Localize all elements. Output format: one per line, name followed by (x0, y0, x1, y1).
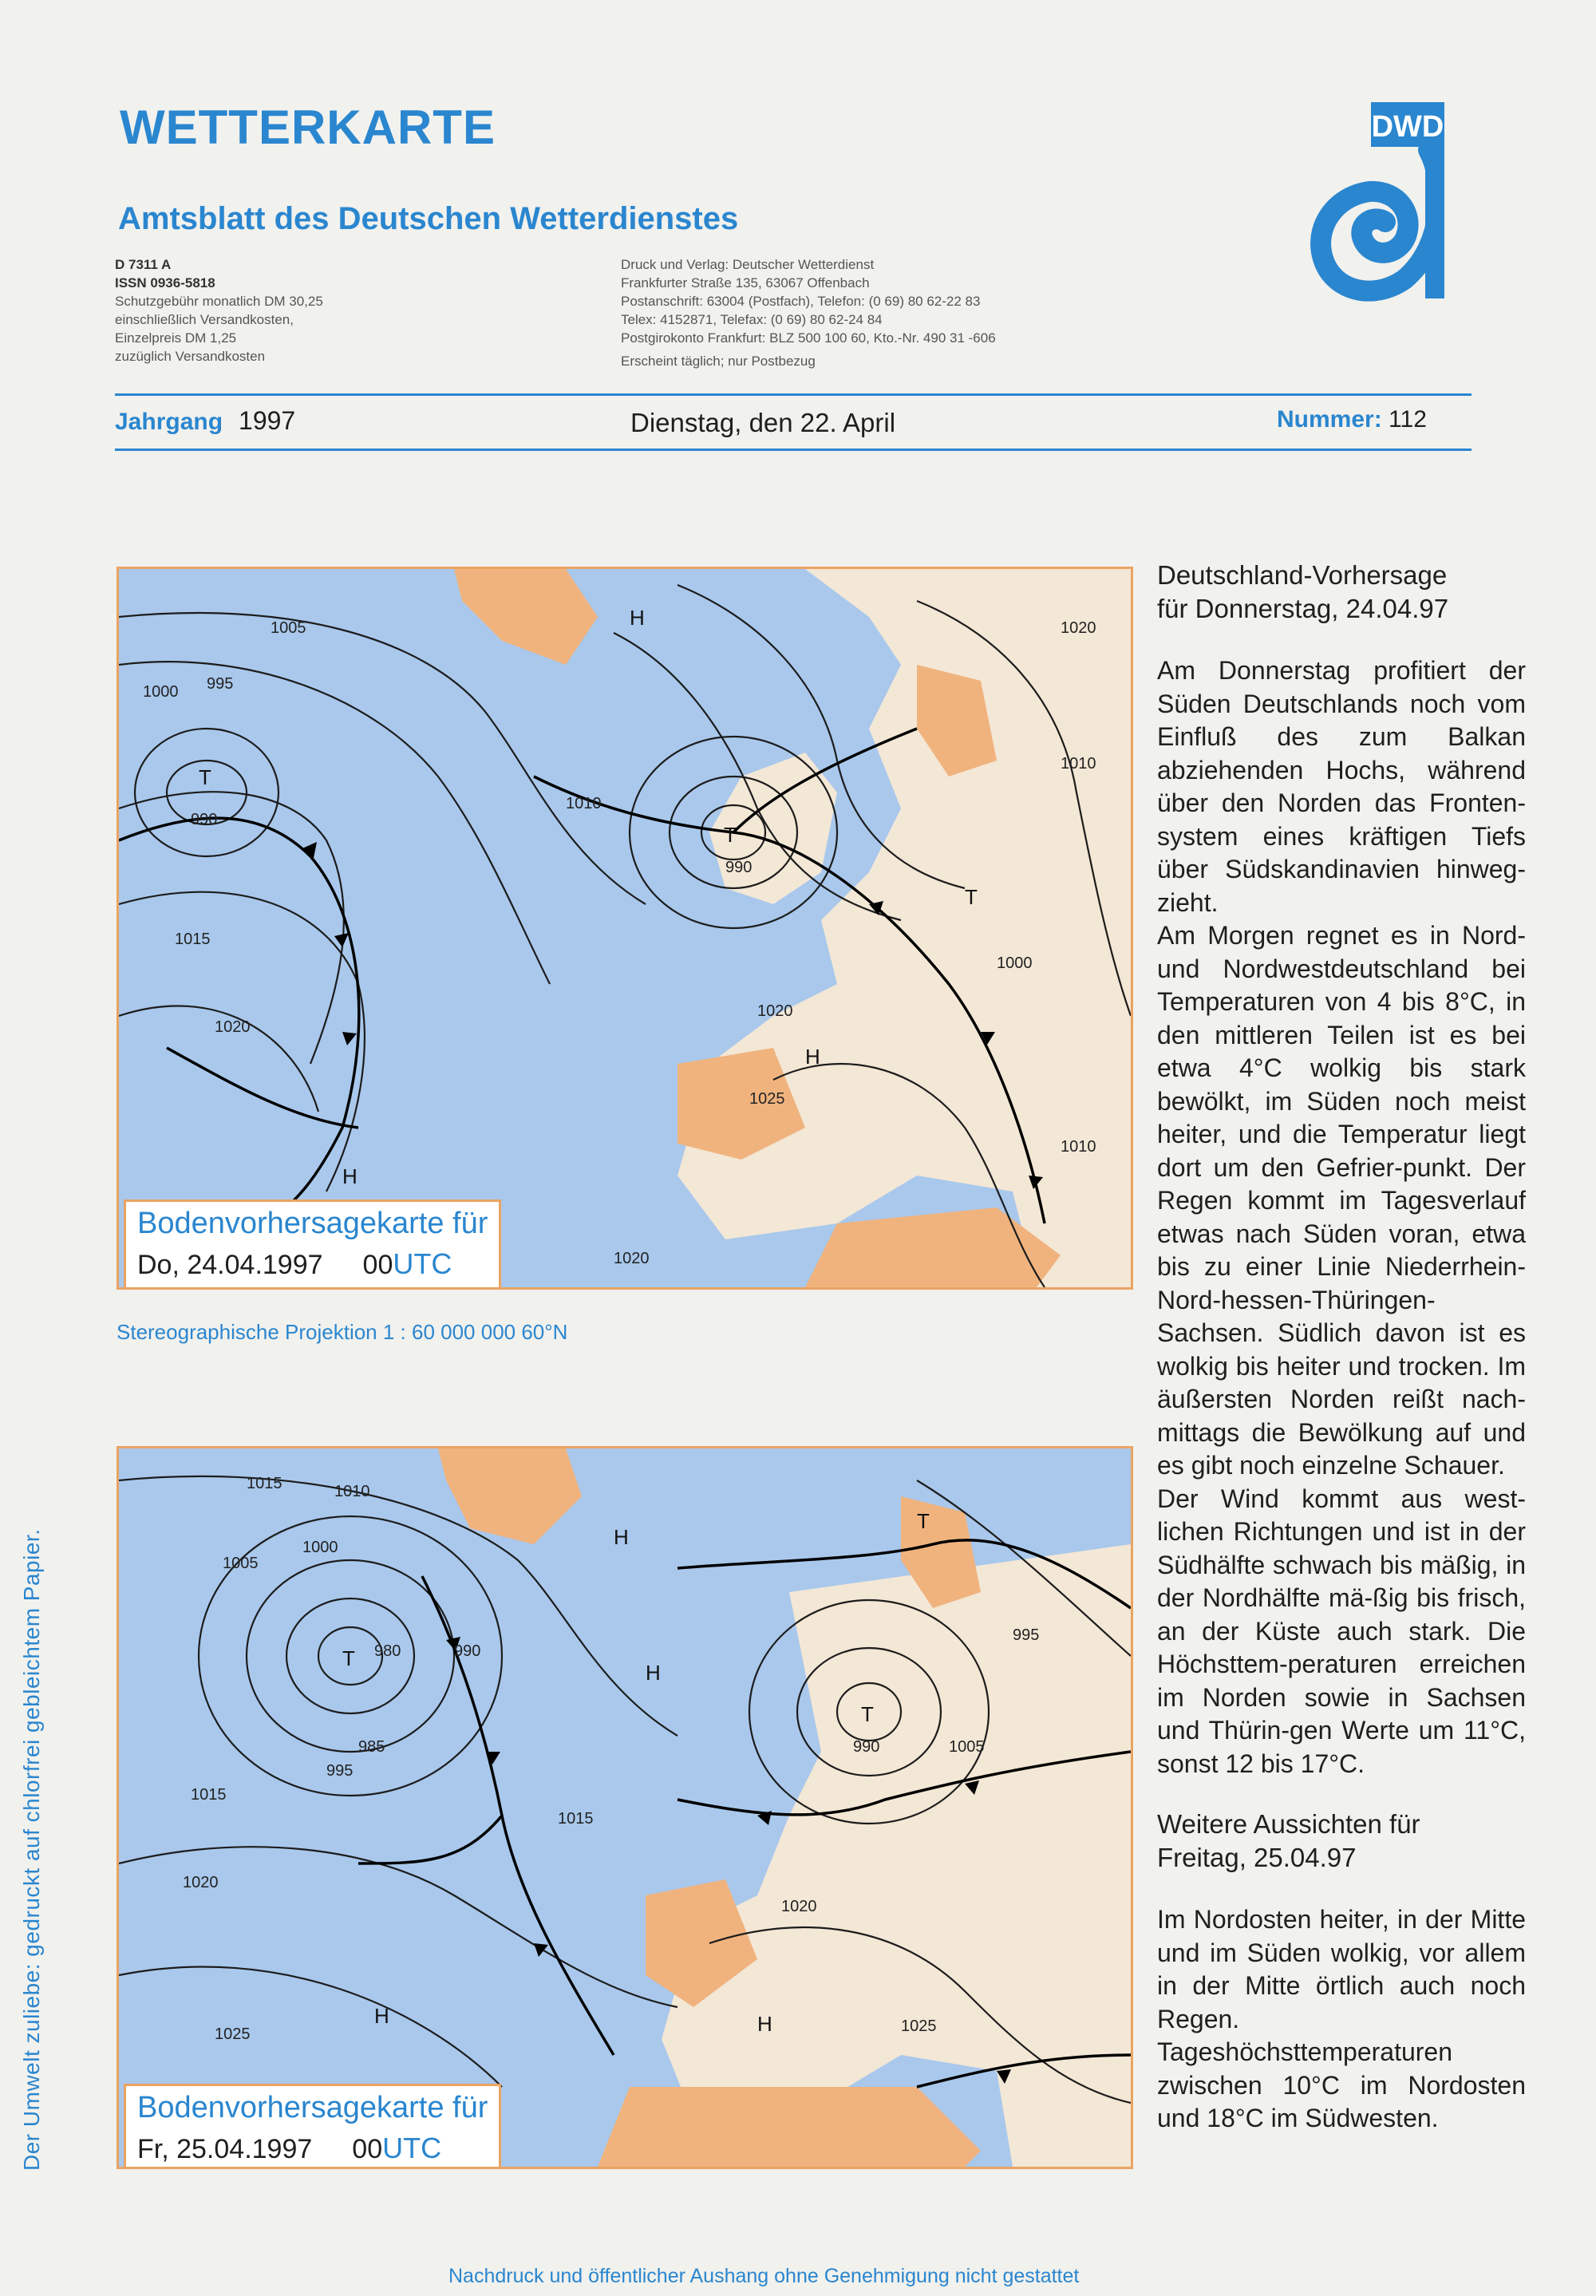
page-title: WETTERKARTE (120, 101, 496, 154)
forecast-heading-line: für Donnerstag, 24.04.97 (1157, 594, 1449, 623)
map-graphic (119, 1448, 1131, 2167)
publication-meta-left (115, 255, 450, 366)
isobar-label: 1005 (223, 1555, 259, 1572)
low-center: T (724, 823, 737, 847)
low-center: T (861, 1702, 874, 1726)
isobar-label: 1000 (302, 1539, 338, 1556)
header-rule-bottom (115, 449, 1472, 451)
outlook-heading-line: Weitere Aussichten für (1157, 1809, 1420, 1839)
issue-date: Dienstag, den 22. April (630, 408, 896, 437)
forecast-column (1157, 559, 1526, 2136)
logo-text: DWD (1371, 110, 1444, 144)
d-number: D 7311 A (115, 257, 172, 272)
isobar-label: 1000 (997, 954, 1033, 972)
footer-note: Nachdruck und öffentlicher Aushang ohne Genehmigung nicht gestattet (448, 2265, 1080, 2287)
isobar-label: 1020 (781, 1898, 817, 1915)
forecast-heading (1157, 559, 1526, 626)
isobar-label: 1020 (757, 1002, 793, 1020)
issn: ISSN 0936-5818 (115, 275, 215, 290)
map-caption-title: Bodenvorhersagekarte für (137, 2091, 488, 2124)
page-subtitle: Amtsblatt des Deutschen Wetterdienstes (118, 201, 739, 236)
isobar-label: 990 (454, 1642, 481, 1660)
high-center: H (374, 2004, 389, 2028)
jahrgang-label: Jahrgang (115, 409, 223, 435)
swirl-icon (1321, 150, 1439, 291)
outlook-paragraph: Im Nordosten heiter, in der Mitte und im Süden wolkig, vor allem in der Mitte örtlich auch noch Regen. Tageshöchsttemperaturen zwischen 10°C im Nordosten und 18°C im Südwesten. (1157, 1905, 1526, 2132)
issue-number (1277, 406, 1427, 433)
nummer-value: 112 (1389, 406, 1427, 433)
isobar-label: 1025 (901, 2017, 937, 2035)
bank-line: Postgirokonto Frankfurt: BLZ 500 100 60, Kto.-Nr. 490 31 -606 (621, 330, 996, 346)
low-center: T (917, 1509, 930, 1533)
map-caption-title: Bodenvorhersagekarte für (137, 1207, 488, 1240)
isobar-label: 1005 (271, 619, 306, 637)
isobar-label: 1025 (215, 2025, 251, 2043)
forecast-paragraph: Am Morgen regnet es in Nord- und Nordwestdeutschland bei Temperaturen von 4 bis 8°C, in den mittleren Teilen ist es bei etwa 4°C wolkig bis stark bewölkt, im Süden noch meist heiter, und die Temperatur liegt dort um den Gefrier-punkt. Der Regen kommt im Tagesverlauf etwas nach Süden voran, etwa bis zu einer Linie Niederrhein-Nord-hessen-Thüringen-Sachsen. Südlich davon ist es wolkig bis heiter und trocken. Im äußersten Norden reißt nach-mittags die Bewölkung auf und es gibt noch einzelne Schauer. (1157, 921, 1526, 1480)
isobar-label: 1010 (566, 795, 602, 812)
low-center: T (342, 1646, 355, 1670)
forecast-heading-line: Deutschland-Vorhersage (1157, 560, 1448, 590)
africa-land (598, 2087, 981, 2167)
fee-line: einschließlich Versandkosten, (115, 312, 294, 327)
nummer-label: Nummer: (1277, 406, 1382, 433)
isobar-label: 1005 (949, 1738, 985, 1756)
frequency-line: Erscheint täglich; nur Postbezug (621, 354, 816, 369)
dwd-logo (1309, 102, 1444, 302)
jahrgang-value: 1997 (239, 406, 296, 435)
isobar-label: 995 (207, 675, 234, 693)
isobar-label: 1015 (191, 1786, 227, 1804)
isobar-label: 1015 (558, 1810, 594, 1828)
high-center: H (630, 606, 645, 630)
low-center: T (199, 765, 211, 789)
isobar-label: 995 (326, 1762, 354, 1780)
fee-line: zuzüglich Versandkosten (115, 349, 266, 364)
isobar-label: 990 (191, 811, 218, 828)
map-caption-time: 00 (362, 1250, 393, 1280)
map-caption-utc: UTC (393, 1247, 452, 1280)
isobar-label: 1025 (749, 1090, 785, 1108)
isobar-label: 1000 (143, 683, 179, 701)
isobar-label: 980 (374, 1642, 401, 1660)
publisher-line: Druck und Verlag: Deutscher Wetterdienst (621, 257, 875, 272)
isobar-label: 1020 (215, 1018, 251, 1036)
low-center: T (965, 885, 978, 909)
forecast-paragraph: Am Donnerstag profitiert der Süden Deutschlands noch vom Einfluß des zum Balkan abziehenden Hochs, während über den Norden das Fronten-system eines kräftigen Tiefs über Südskandinavien hinweg-zieht. (1157, 656, 1526, 917)
fee-line: Schutzgebühr monatlich DM 30,25 (115, 294, 323, 309)
high-center: H (614, 1525, 629, 1549)
isobar-label: 1020 (1061, 619, 1096, 637)
telex-line: Telex: 4152871, Telefax: (0 69) 80 62-24 84 (621, 312, 883, 327)
jahrgang (115, 406, 295, 436)
isobar-label: 985 (358, 1738, 385, 1756)
high-center: H (805, 1045, 820, 1069)
map-caption (124, 1199, 501, 1290)
isobar-label: 1015 (247, 1475, 282, 1492)
outlook-heading-line: Freitag, 25.04.97 (1157, 1843, 1357, 1872)
high-center: H (646, 1661, 661, 1685)
publication-meta-right (621, 255, 1179, 370)
address-line: Frankfurter Straße 135, 63067 Offenbach (621, 275, 870, 290)
isobar-label: 995 (1013, 1626, 1040, 1644)
map-caption-date: Fr, 25.04.1997 (137, 2134, 313, 2164)
fee-line: Einzelpreis DM 1,25 (115, 330, 237, 346)
postal-line: Postanschrift: 63004 (Postfach), Telefon: (0 69) 80 62-22 83 (621, 294, 981, 309)
map-caption-utc: UTC (382, 2132, 442, 2164)
environment-note: Der Umwelt zuliebe: gedruckt auf chlorfrei gebleichtem Papier. (19, 1528, 44, 2171)
weather-map-friday (117, 1446, 1133, 2169)
high-center: H (757, 2012, 772, 2036)
header-rule-top (115, 393, 1472, 396)
map-caption-date: Do, 24.04.1997 (137, 1250, 323, 1280)
map-caption-time: 00 (352, 2134, 383, 2164)
outlook-heading (1157, 1808, 1526, 1875)
projection-note: Stereographische Projektion 1 : 60 000 000 60°N (117, 1320, 568, 1344)
isobar-label: 990 (725, 859, 753, 876)
weather-map-thursday (117, 567, 1133, 1290)
forecast-paragraph: Der Wind kommt aus west-lichen Richtungen und ist in der Südhälfte schwach bis mäßig, in der Nordhälfte mä-ßig bis frisch, an der Küste auch stark. Die Höchsttem-peraturen erreichen im Norden sowie in Sachsen und Thürin-gen Werte um 11°C, sonst 12 bis 17°C. (1157, 1484, 1526, 1778)
isobar-label: 1020 (614, 1250, 650, 1267)
isobar-label: 990 (853, 1738, 880, 1756)
isobar-label: 1020 (183, 1874, 219, 1891)
isobar-label: 1015 (175, 931, 211, 948)
isobar-label: 1010 (1061, 1138, 1096, 1156)
isobar-label: 1010 (334, 1483, 370, 1500)
logo-bar (1425, 147, 1444, 298)
high-center: H (342, 1164, 358, 1188)
isobar-label: 1010 (1061, 755, 1096, 773)
map-graphic (119, 569, 1131, 1287)
map-caption (124, 2084, 501, 2169)
